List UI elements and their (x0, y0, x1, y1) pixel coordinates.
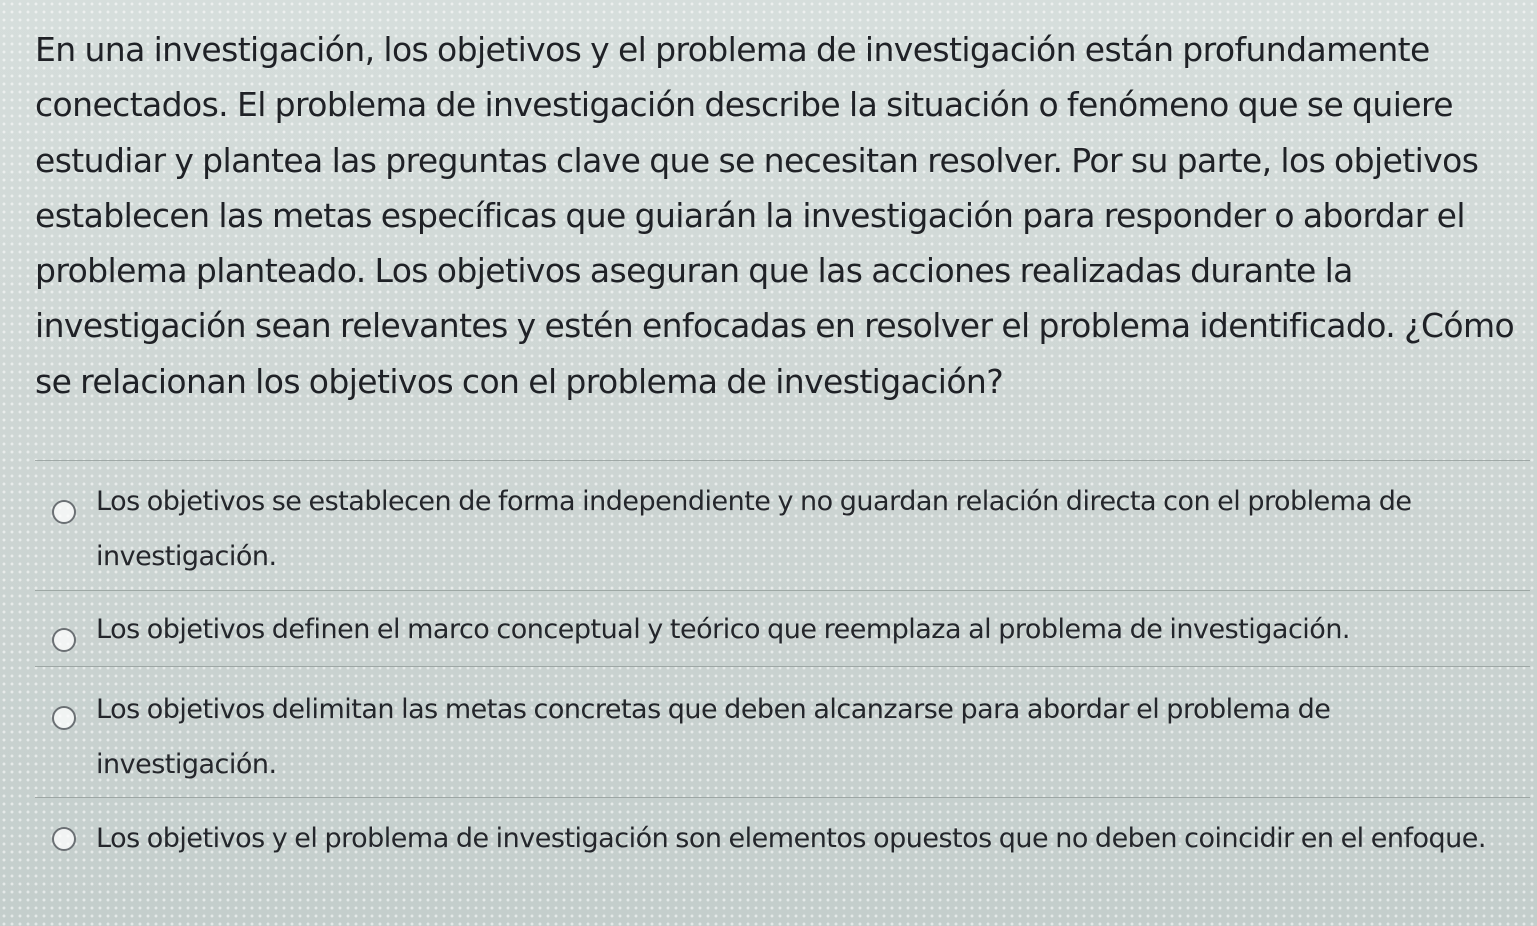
option-1[interactable] (52, 486, 1522, 586)
radio-button-option-4[interactable] (52, 827, 76, 851)
divider (35, 666, 1530, 667)
radio-button-option-3[interactable] (52, 706, 76, 730)
divider (35, 797, 1530, 798)
option-2-label: Los objetivos definen el marco conceptual y teórico que reemplaza al problema de investigación. (96, 614, 1351, 645)
option-4[interactable] (52, 823, 1522, 923)
question-text: En una investigación, los objetivos y el problema de investigación están profundamente conectados. El problema de investigación describe la situación o fenómeno que se quiere estudiar y plantea las preguntas clave que se necesitan resolver. Por su parte, los objetivos establecen las metas específicas que guiarán la investigación para responder o abordar el problema planteado. Los objetivos aseguran que las acciones realizadas durante la investigación sean relevantes y estén enfocadas en resolver el problema identificado. ¿Cómo se relacionan los objetivos con el problema de investigación? (35, 30, 1515, 401)
option-3-label: Los objetivos delimitan las metas concretas que deben alcanzarse para abordar el problema de investigación. (96, 694, 1331, 780)
option-4-label: Los objetivos y el problema de investigación son elementos opuestos que no deben coincidir en el enfoque. (96, 823, 1486, 854)
divider (35, 460, 1530, 461)
option-2[interactable] (52, 614, 1522, 662)
option-3[interactable] (52, 695, 1522, 795)
radio-button-option-2[interactable] (52, 628, 76, 652)
divider (35, 590, 1530, 591)
radio-button-option-1[interactable] (52, 500, 76, 524)
option-1-label: Los objetivos se establecen de forma independiente y no guardan relación directa con el problema de investigación. (96, 486, 1412, 572)
